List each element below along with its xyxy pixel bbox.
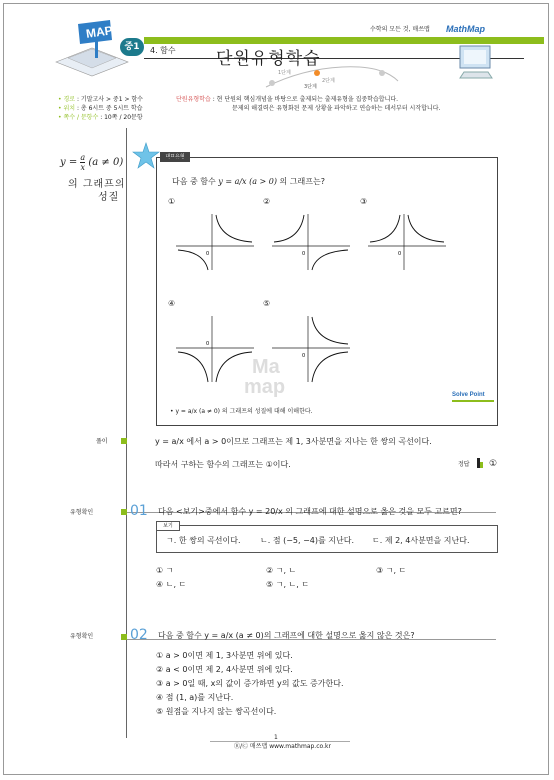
- svg-text:0: 0: [398, 251, 402, 257]
- q2-question: 다음 중 함수 y = a/x (a ≠ 0)의 그래프에 대한 설명으로 옳지 않은 것은?: [158, 631, 415, 640]
- brand-logo: MathMap: [446, 24, 485, 34]
- example-question-formula: y = a/x (a > 0): [218, 177, 277, 186]
- answer-marker-green: [480, 462, 483, 468]
- svg-text:0: 0: [302, 353, 306, 359]
- q1-box-tab: [156, 521, 180, 531]
- solution-line2: 따라서 구하는 함수의 그래프는 ①이다.: [155, 460, 291, 469]
- graph-option-5: [272, 312, 352, 384]
- q1-box-item-2: ㄴ. 점 (−5, −4)를 지난다.: [260, 536, 354, 545]
- q1-box-item-3: ㄷ. 제 2, 4사분면을 지난다.: [372, 536, 470, 545]
- info-path-label: • 경로: [58, 96, 76, 103]
- side-concept-line2: 의 그래프의: [68, 179, 126, 190]
- watermark-top: Ma: [252, 356, 280, 378]
- grade-label: 중1: [124, 42, 140, 52]
- solution-marker: [121, 438, 127, 444]
- computer-icon: [456, 44, 496, 82]
- side-concept-formula: y = $\frac{a}{x}$ (a ≠ 0): [60, 153, 124, 172]
- example-question-pre: 다음 중 함수: [172, 177, 216, 186]
- option-2-label: ②: [263, 197, 271, 206]
- q1-choice-4[interactable]: ④ ㄴ, ㄷ: [156, 580, 187, 589]
- info-desc-label: 단원유형학습: [176, 96, 211, 103]
- grade-badge: [120, 38, 144, 56]
- svg-text:0: 0: [206, 341, 210, 347]
- info-path-value: : 기말고사 > 중1 > 함수: [76, 96, 143, 103]
- q1-number: 01: [130, 503, 148, 519]
- example-question-post: 의 그래프는?: [279, 177, 325, 186]
- answer-value: ①: [489, 459, 498, 469]
- example-box: [156, 157, 498, 426]
- info-desc-line2: 문제의 해결력은 유형화된 문제 상황을 파악하고 연습하는 데서부터 시작합니다.: [232, 105, 441, 112]
- q1-marker: [121, 509, 127, 515]
- q2-marker: [121, 634, 127, 640]
- solution-label: 풀이: [96, 438, 108, 445]
- info-desc-line1: : 현 단원의 핵심개념을 바탕으로 출제되는 출제유형을 집중학습합니다.: [212, 96, 399, 103]
- stage-2: 2단계: [322, 78, 335, 84]
- stage-indicator: [262, 63, 402, 89]
- example-tag-label: 대표유형: [165, 154, 185, 160]
- q2-side-label: 유형확인: [70, 633, 94, 640]
- graph-option-2: [272, 210, 352, 272]
- graph-option-1: [176, 210, 256, 272]
- svg-text:0: 0: [302, 251, 306, 257]
- q2-choice-5[interactable]: ⑤ 원점을 지나지 않는 쌍곡선이다.: [156, 707, 277, 716]
- slogan: 수학의 모든 것, 매쓰맵: [370, 26, 430, 33]
- solution-line1: y = a/x 에서 a > 0이므로 그래프는 제 1, 3사분면을 지나는 한 쌍의 곡선이다.: [155, 437, 432, 446]
- q2-choice-1[interactable]: ① a > 0이면 제 1, 3사분면 위에 있다.: [156, 651, 293, 660]
- side-concept-line3: 성질: [98, 192, 120, 203]
- info-position-label: • 위치: [58, 105, 76, 112]
- graph-option-3: [368, 210, 448, 272]
- svg-text:0: 0: [206, 251, 210, 257]
- q1-choice-5[interactable]: ⑤ ㄱ, ㄴ, ㄷ: [266, 580, 310, 589]
- info-pages-value: : 10쪽 / 20문항: [100, 114, 143, 121]
- info-pages-label: • 쪽수 / 문항수: [58, 114, 99, 121]
- graph-option-4: [176, 312, 256, 384]
- option-3-label: ③: [360, 197, 368, 206]
- example-tip: • y = a/x (a ≠ 0) 의 그래프의 성질에 대해 이해한다.: [170, 408, 313, 415]
- q1-choice-2[interactable]: ② ㄱ, ㄴ: [266, 566, 297, 575]
- example-question: [172, 176, 325, 188]
- page-number: 1: [274, 734, 278, 741]
- left-margin-rule: [126, 128, 127, 738]
- q1-question: 다음 <보기>중에서 함수 y = 20/x 의 그래프에 대한 설명으로 옳은 것을 모두 고르면?: [158, 507, 462, 516]
- option-4-label: ④: [168, 299, 176, 308]
- header-green-bar: [144, 37, 544, 44]
- q1-side-label: 유형확인: [70, 509, 94, 516]
- solve-point-bar: [452, 400, 494, 402]
- footer-copyright: Ⓡ/Ⓒ 매쓰맵 www.mathmap.co.kr: [234, 743, 331, 750]
- q2-choice-3[interactable]: ③ a > 0일 때, x의 값이 증가하면 y의 값도 증가한다.: [156, 679, 344, 688]
- stage-3: 3단계: [304, 84, 317, 90]
- info-position-value: : 총 6시트 중 5시트 학습: [76, 105, 143, 112]
- q1-box-title: 보기: [163, 523, 173, 529]
- option-5-label: ⑤: [263, 299, 271, 308]
- q1-choice-3[interactable]: ③ ㄱ, ㄷ: [376, 566, 407, 575]
- stage-1: 1단계: [278, 70, 291, 76]
- answer-label: 정답: [458, 461, 470, 468]
- solve-point-label: Solve Point: [452, 392, 485, 398]
- map-logo-text: MAP: [85, 23, 114, 41]
- q2-choice-4[interactable]: ④ 점 (1, a)를 지난다.: [156, 693, 234, 702]
- page-title: 단원유형학습: [216, 49, 321, 69]
- q2-choice-2[interactable]: ② a < 0이면 제 2, 4사분면 위에 있다.: [156, 665, 293, 674]
- q1-choice-1[interactable]: ① ㄱ: [156, 566, 174, 575]
- q2-number: 02: [130, 627, 148, 643]
- watermark-bottom: map: [244, 376, 286, 398]
- unit-label: 4. 함수: [150, 46, 176, 55]
- option-1-label: ①: [168, 197, 176, 206]
- q1-box-item-1: ㄱ. 한 쌍의 곡선이다.: [166, 536, 241, 545]
